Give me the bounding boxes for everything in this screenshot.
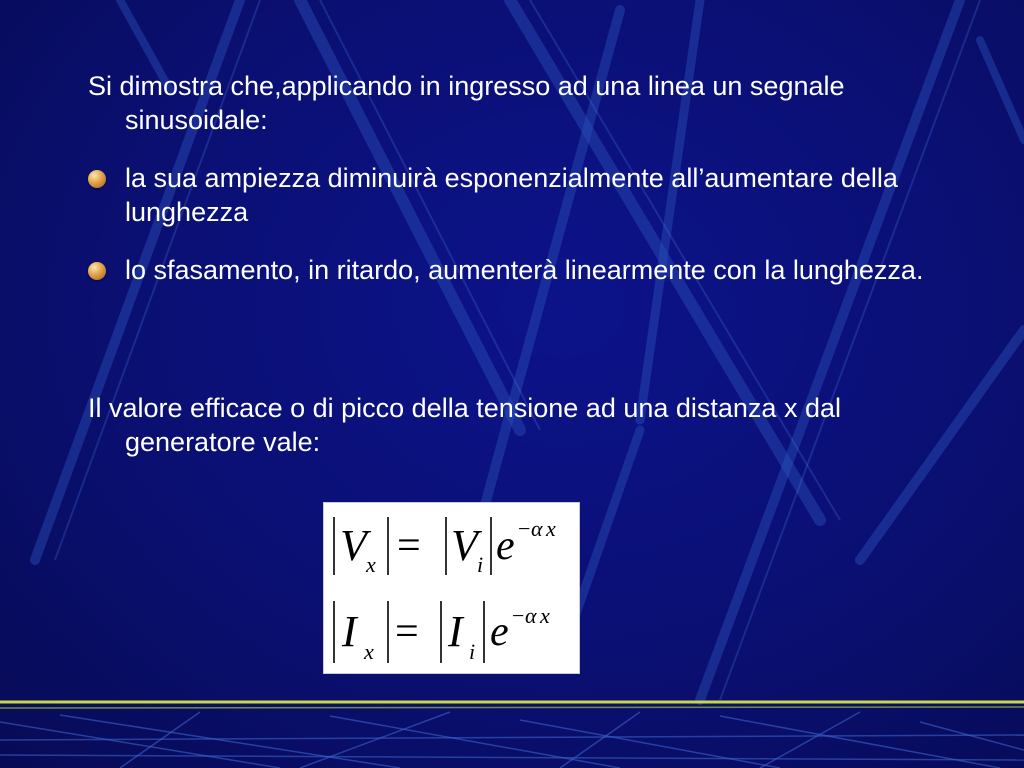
voltage-var: V — [340, 521, 367, 570]
intro-paragraph: Si dimostra che,applicando in ingresso ad una linea un segnale sinusoidale: — [88, 71, 845, 135]
current-equation — [341, 603, 550, 664]
voltage-equals: = — [397, 523, 421, 569]
current-var-i: I — [448, 607, 463, 656]
voltage-var-i: V — [451, 521, 478, 570]
formula-box — [323, 502, 580, 674]
current-var: I — [342, 607, 357, 656]
bullet-text: lo sfasamento, in ritardo, aumenterà linearmente con la lunghezza. — [125, 255, 924, 285]
voltage-equation — [340, 516, 556, 577]
current-exp-alpha: α — [525, 603, 537, 628]
bullet-item-amplitude — [88, 161, 975, 229]
bullet-item-phase — [88, 253, 975, 287]
bullet-text: la sua ampiezza diminuirà esponenzialmente all’aumentare della lunghezza — [125, 163, 898, 227]
footer-lines — [0, 702, 1024, 768]
current-equals: = — [395, 609, 419, 655]
bullet-icon — [88, 262, 106, 280]
current-exp-base: e — [490, 609, 509, 655]
voltage-exp-base: e — [496, 523, 515, 569]
formula-equations — [324, 503, 579, 673]
voltage-exp-x: x — [546, 516, 556, 541]
voltage-exp-sign: − — [518, 516, 531, 541]
voltage-exp-alpha: α — [531, 516, 543, 541]
current-exp-sign: − — [512, 603, 525, 628]
voltage-sub-x: x — [366, 552, 376, 577]
bullet-icon — [88, 170, 106, 188]
rms-paragraph: Il valore efficace o di picco della tensione ad una distanza x dal generatore vale: — [88, 393, 841, 457]
current-exp-x: x — [540, 603, 550, 628]
voltage-sub-i: i — [477, 552, 484, 577]
current-sub-x: x — [364, 639, 374, 664]
current-sub-i: i — [469, 639, 476, 664]
